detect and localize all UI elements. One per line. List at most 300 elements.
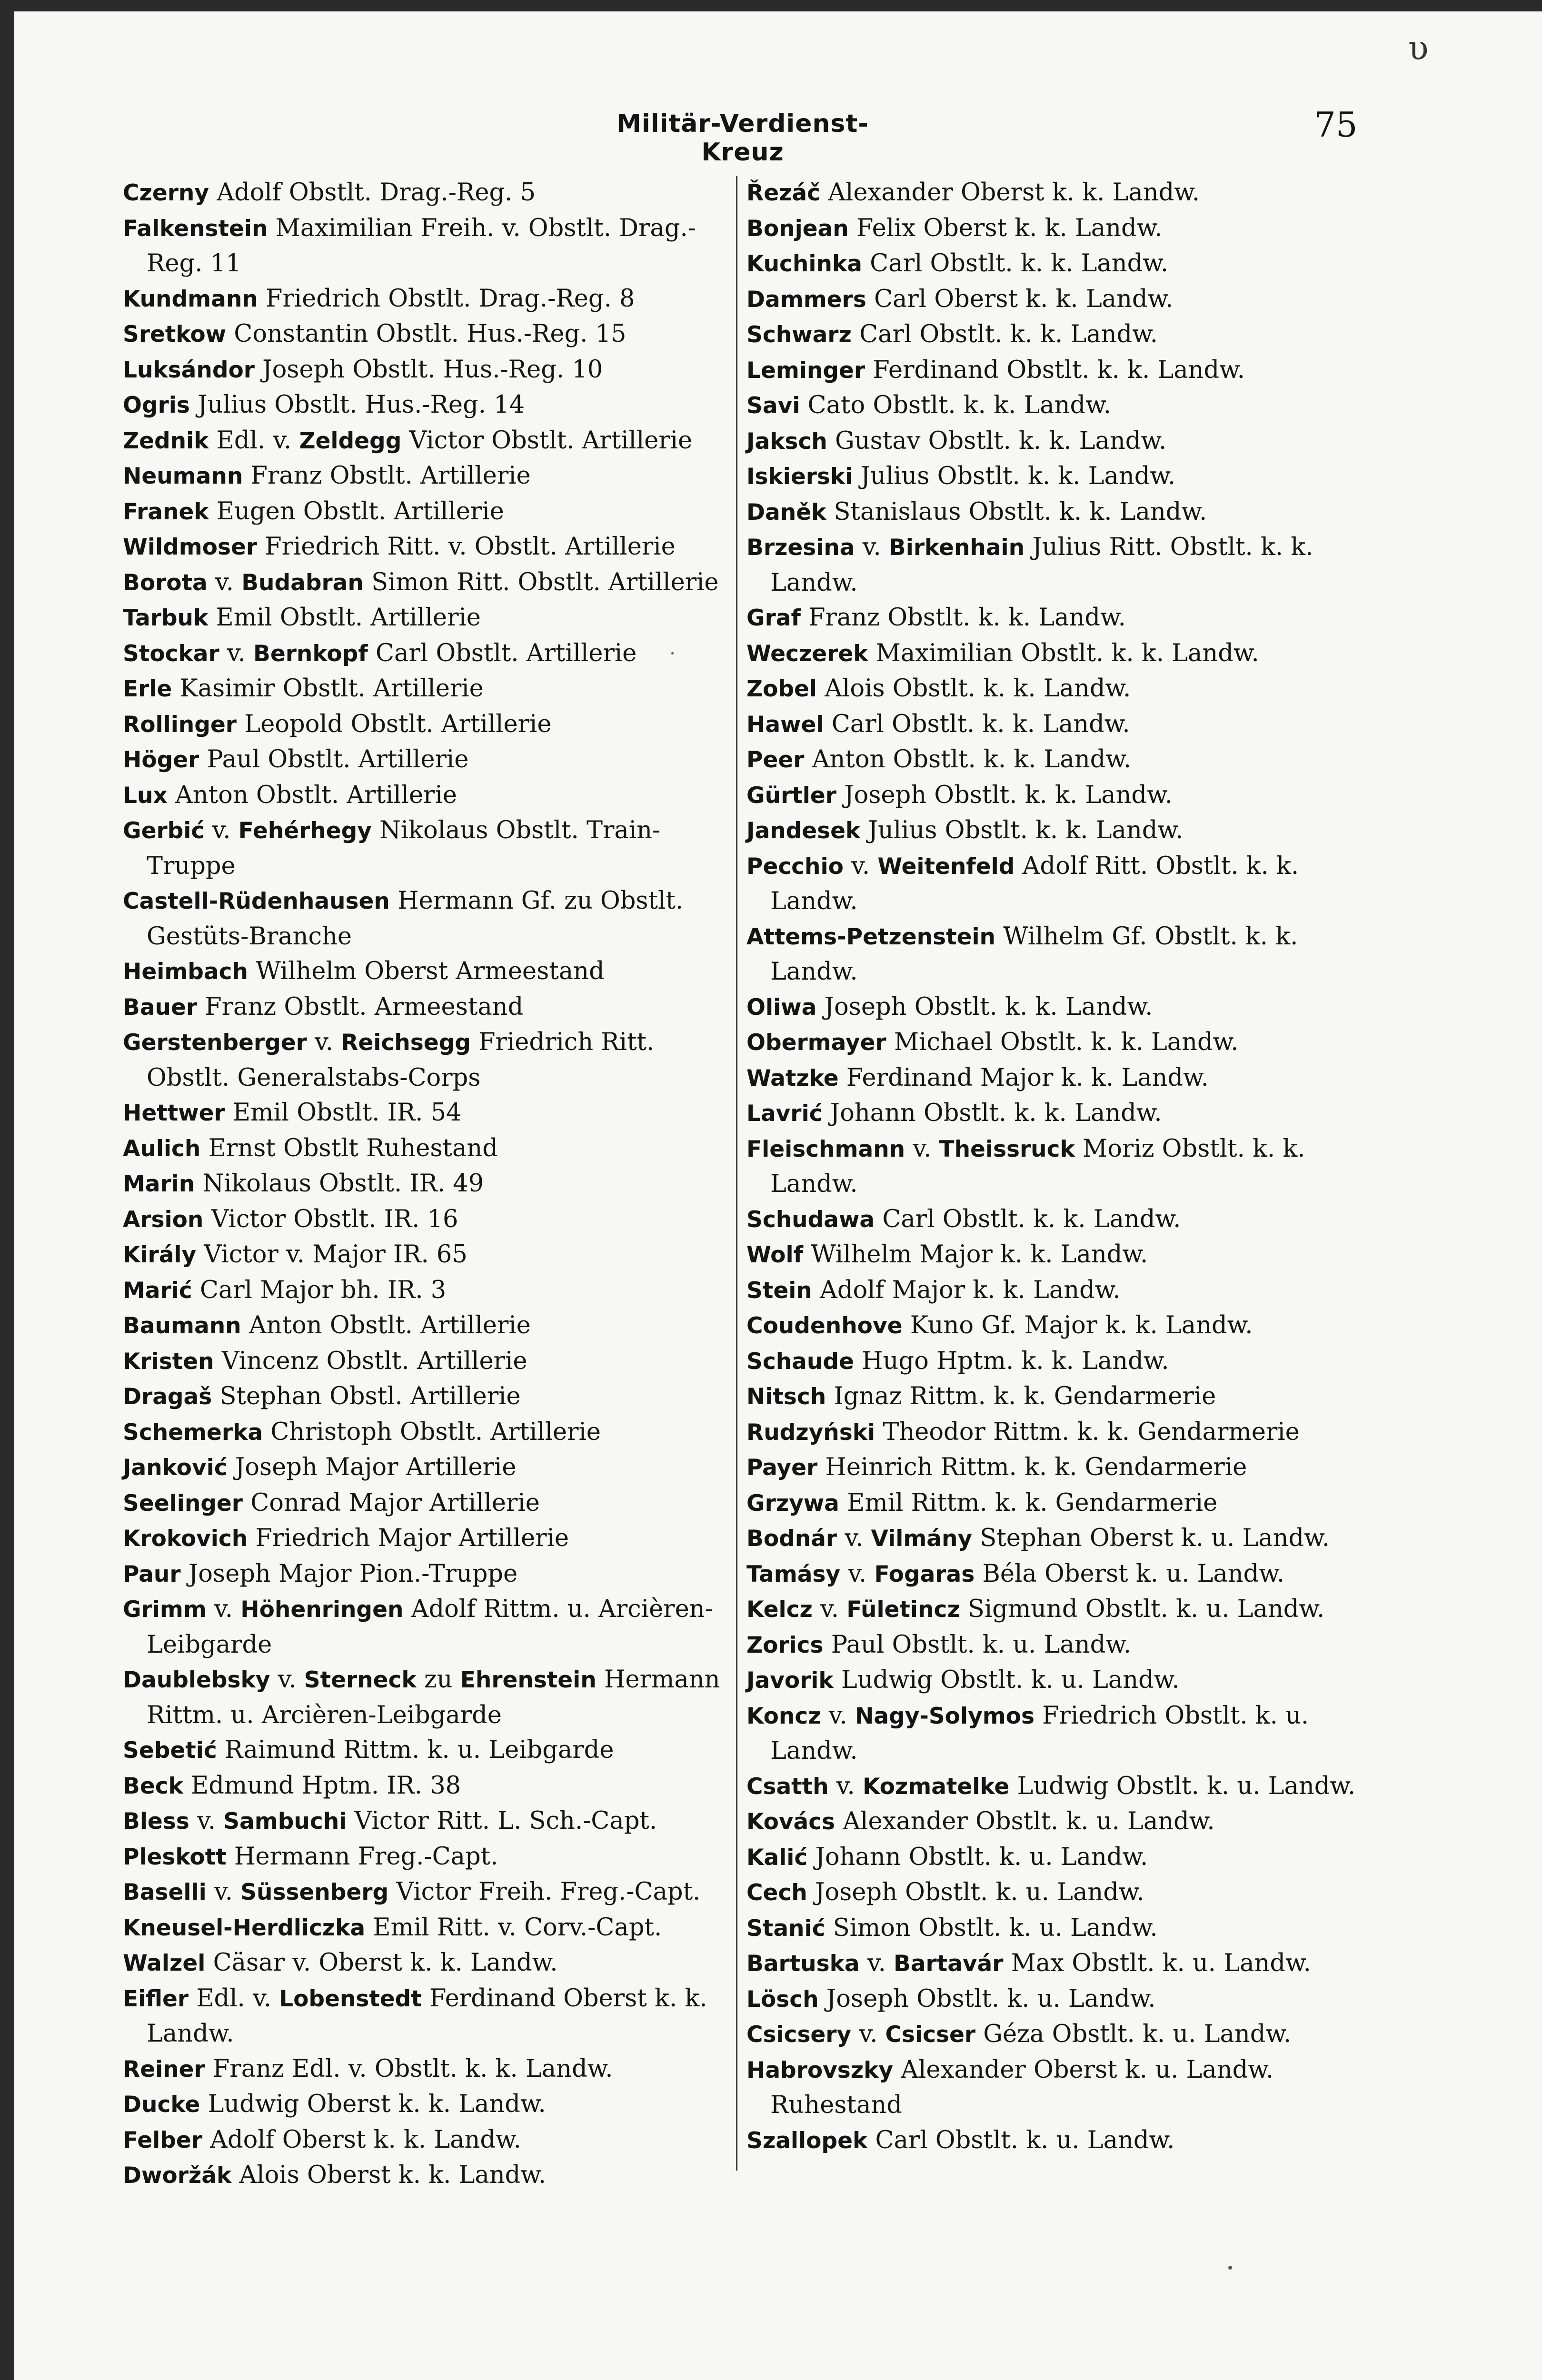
list-item [746, 1450, 1366, 1486]
entry-surname: Vilmány [871, 1526, 973, 1552]
list-item [746, 1804, 1366, 1840]
entry-details: Wilhelm Major k. k. Landw. [811, 1240, 1148, 1269]
list-item [123, 1379, 727, 1415]
list-item [746, 211, 1366, 247]
list-item [123, 1273, 727, 1309]
entry-details: Eugen Obstlt. Artillerie [216, 497, 504, 526]
entry-surname: Pecchio [746, 853, 844, 880]
entry-surname: Borota [123, 569, 208, 596]
entry-surname: Zobel [746, 676, 817, 702]
entry-details: Carl Obstlt. Artillerie [375, 639, 637, 667]
entry-surname: Höhenringen [240, 1597, 404, 1623]
entry-surname: Fehérhegy [238, 818, 372, 844]
entry-details: Emil Obstlt. Artillerie [216, 604, 481, 632]
entry-surname: Marić [123, 1277, 192, 1304]
entry-surname: Brzesina [746, 535, 855, 561]
entry-surname: Beck [123, 1773, 183, 1799]
entry-surname: Ducke [123, 2092, 200, 2118]
list-item [746, 778, 1366, 813]
entry-details: Nikolaus Obstlt. Train-Truppe [147, 816, 661, 880]
list-item [746, 2123, 1366, 2159]
entry-details: Wilhelm Gf. Obstlt. k. k. Landw. [770, 922, 1298, 986]
entry-details: Friedrich Major Artillerie [255, 1524, 569, 1552]
entry-surname: Budabran [241, 569, 364, 596]
list-item [746, 600, 1366, 636]
list-item [123, 352, 727, 388]
entry-surname: Wildmoser [123, 534, 257, 560]
list-item [123, 954, 727, 990]
list-item [746, 1202, 1366, 1238]
entry-surname: Stein [746, 1277, 812, 1304]
list-item [123, 529, 727, 565]
list-item [123, 1662, 727, 1733]
entry-surname: Kalić [746, 1844, 808, 1871]
entry-surname: Marin [123, 1171, 195, 1197]
list-item [746, 1521, 1366, 1557]
entry-surname: Csicser [885, 2022, 975, 2048]
entry-surname: Bartuska [746, 1951, 860, 1977]
list-item [123, 2158, 727, 2193]
entry-details: Joseph Obstlt. k. u. Landw. [815, 1878, 1144, 1906]
entry-details: Carl Major bh. IR. 3 [199, 1276, 447, 1304]
entry-details: Christoph Obstlt. Artillerie [270, 1418, 601, 1446]
entry-surname: Fületincz [846, 1597, 960, 1623]
entry-surname: Neumann [123, 463, 243, 489]
list-item [123, 1733, 727, 1768]
list-item [123, 1945, 727, 1981]
entry-surname: Watzke [746, 1065, 839, 1091]
list-item [123, 2122, 727, 2158]
entry-details: Joseph Obstlt. Hus.-Reg. 10 [262, 355, 603, 384]
list-item [123, 211, 727, 281]
list-item [746, 388, 1366, 424]
entry-surname: Kozmatelke [863, 1773, 1010, 1800]
list-item [746, 282, 1366, 317]
entry-details: Paul Obstlt. Artillerie [207, 745, 469, 774]
list-item [746, 1025, 1366, 1061]
entry-surname: Walzel [123, 1950, 206, 1976]
entry-surname: Javorik [746, 1667, 834, 1694]
entry-surname: Obermayer [746, 1030, 886, 1056]
entry-surname: Graf [746, 605, 801, 631]
paper-speck [671, 652, 674, 654]
entry-surname: Bernkopf [253, 640, 368, 667]
entry-surname: Peer [746, 747, 805, 773]
entry-surname: Csicsery [746, 2022, 852, 2048]
entry-surname: Reichsegg [341, 1030, 471, 1056]
entry-surname: Grzywa [746, 1490, 839, 1517]
entry-details: Géza Obstlt. k. u. Landw. [983, 2020, 1292, 2048]
entry-surname: Habrovszky [746, 2057, 894, 2083]
entry-details: Johann Obstlt. k. u. Landw. [815, 1843, 1148, 1871]
entry-details: Julius Obstlt. Hus.-Reg. 14 [198, 391, 525, 419]
entry-details: Alois Oberst k. k. Landw. [239, 2161, 547, 2189]
list-item [746, 1911, 1366, 1946]
entry-surname: Kristen [123, 1348, 214, 1375]
entry-details: Friedrich Obstlt. Drag.-Reg. 8 [266, 284, 635, 313]
entry-details: Ignaz Rittm. k. k. Gendarmerie [834, 1382, 1216, 1410]
list-item [123, 1768, 727, 1804]
list-item [746, 636, 1366, 672]
entry-surname: Hettwer [123, 1100, 225, 1126]
entry-details: Alexander Oberst k. k. Landw. [828, 178, 1200, 207]
entry-surname: Sterneck [304, 1667, 417, 1693]
entry-surname: Felber [123, 2127, 202, 2153]
list-item [746, 990, 1366, 1025]
list-item [123, 1981, 727, 2052]
entry-details: Carl Obstlt. k. k. Landw. [882, 1205, 1181, 1233]
list-item [123, 1166, 727, 1202]
list-item [123, 636, 727, 672]
entry-details: Vincenz Obstlt. Artillerie [221, 1347, 527, 1375]
entry-details: Hermann Rittm. u. Arcièren-Leibgarde [147, 1666, 720, 1729]
entry-surname: Weczerek [746, 640, 868, 667]
entry-surname: Gerbić [123, 818, 205, 844]
scan-edge-left [0, 0, 14, 2380]
entry-details: Joseph Obstlt. k. k. Landw. [844, 781, 1173, 809]
list-item [123, 1874, 727, 1910]
entry-details: Victor Obstlt. IR. 16 [211, 1205, 458, 1233]
list-item [123, 387, 727, 423]
entry-surname: Sebetić [123, 1737, 217, 1764]
entry-details: Carl Obstlt. k. k. Landw. [831, 710, 1130, 738]
entry-details: Friedrich Obstlt. k. u. Landw. [770, 1701, 1309, 1765]
entry-surname: Cech [746, 1880, 807, 1906]
list-item [123, 1839, 727, 1875]
entry-details: Ludwig Obstlt. k. u. Landw. [841, 1666, 1180, 1694]
entry-particle: v. [227, 639, 246, 667]
list-item [746, 1627, 1366, 1663]
entry-surname: Csatth [746, 1773, 829, 1800]
list-item [123, 671, 727, 707]
entry-surname: Gerstenberger [123, 1030, 307, 1056]
list-item [123, 1486, 727, 1521]
list-item [123, 458, 727, 494]
list-item [123, 1804, 727, 1839]
entry-details: Ferdinand Obstlt. k. k. Landw. [873, 356, 1245, 384]
entry-surname: Wolf [746, 1242, 804, 1268]
entry-details: Felix Oberst k. k. Landw. [856, 214, 1163, 242]
entry-details: Victor Obstlt. Artillerie [409, 426, 693, 455]
list-item [123, 1557, 727, 1592]
list-item [746, 1663, 1366, 1698]
entry-particle: v. [278, 1666, 297, 1694]
entry-particle: v. [859, 2020, 878, 2048]
entry-surname: Király [123, 1242, 197, 1268]
entry-surname: Franek [123, 498, 209, 525]
list-item [123, 2087, 727, 2122]
entry-surname: Ogris [123, 392, 190, 418]
entry-details: Carl Obstlt. k. k. Landw. [859, 320, 1158, 348]
list-item [123, 1025, 727, 1095]
list-item [746, 1698, 1366, 1769]
entry-details: Kasimir Obstlt. Artillerie [179, 674, 484, 703]
entry-surname: Fleischmann [746, 1136, 905, 1162]
entry-surname: Tamásy [746, 1561, 841, 1587]
entry-surname: Baumann [123, 1313, 241, 1339]
entry-surname: Kuchinka [746, 251, 862, 277]
entry-surname: Schaude [746, 1348, 854, 1375]
entry-details: Heinrich Rittm. k. k. Gendarmerie [825, 1453, 1247, 1481]
entry-details: Simon Obstlt. k. u. Landw. [833, 1914, 1158, 1942]
entry-details: Emil Ritt. v. Corv.-Capt. [373, 1913, 662, 1942]
entry-details: Adolf Ritt. Obstlt. k. k. Landw. [770, 852, 1299, 915]
entry-surname: Řezáč [746, 180, 820, 206]
entry-surname: Zorics [746, 1632, 824, 1658]
list-item [123, 1415, 727, 1450]
entry-details: Wilhelm Oberst Armeestand [256, 957, 605, 985]
entry-surname: Erle [123, 676, 172, 702]
list-item [123, 1450, 727, 1486]
entry-particle: v. [212, 816, 231, 844]
page-number: 75 [1314, 105, 1358, 145]
list-item [123, 1592, 727, 1662]
entry-surname: Czerny [123, 180, 209, 206]
entry-details: Maximilian Obstlt. k. k. Landw. [875, 639, 1259, 667]
entry-surname: Lux [123, 782, 168, 809]
entry-surname: Zeldegg [299, 427, 402, 454]
entry-surname: Stockar [123, 640, 219, 667]
entry-details: Johann Obstlt. k. k. Landw. [830, 1099, 1162, 1127]
list-item [123, 1910, 727, 1946]
entry-details: Hermann Freg.-Capt. [234, 1842, 498, 1871]
entry-surname: Sretkow [123, 321, 227, 347]
entry-surname: Sambuchi [223, 1808, 347, 1835]
entry-particle: Edl. v. [196, 1984, 271, 2013]
entry-details: Anton Obstlt. Artillerie [249, 1311, 531, 1339]
list-item [746, 1379, 1366, 1415]
list-item [746, 175, 1366, 211]
paper-speck [1228, 2266, 1232, 2270]
entry-surname: Daublebsky [123, 1667, 270, 1693]
entry-surname: Süssenberg [240, 1879, 389, 1905]
entry-surname: Schwarz [746, 322, 852, 348]
entry-details: Joseph Major Pion.-Truppe [188, 1559, 518, 1588]
entry-surname: Schemerka [123, 1419, 263, 1446]
entry-details: Alois Obstlt. k. k. Landw. [825, 674, 1131, 703]
list-item [123, 1237, 727, 1273]
list-item [746, 1061, 1366, 1096]
entry-surname: Zednik [123, 427, 209, 454]
list-item [746, 813, 1366, 849]
entry-details: Adolf Oberst k. k. Landw. [210, 2125, 521, 2154]
entry-surname: Payer [746, 1455, 818, 1481]
entry-surname: Falkenstein [123, 215, 268, 242]
entry-particle: v. [836, 1772, 855, 1800]
list-item [746, 849, 1366, 919]
entry-particle: v. [851, 852, 870, 880]
list-item [746, 353, 1366, 388]
entry-surname: Hawel [746, 711, 824, 738]
entry-surname: Krokovich [123, 1526, 248, 1552]
entry-surname: Savi [746, 393, 800, 419]
list-item [746, 246, 1366, 282]
entry-details: Leopold Obstlt. Artillerie [244, 710, 552, 738]
list-item [746, 671, 1366, 707]
entry-details: Kuno Gf. Major k. k. Landw. [910, 1311, 1253, 1339]
list-item [746, 1308, 1366, 1344]
list-item [746, 1131, 1366, 1202]
list-item [123, 1095, 727, 1131]
list-item [746, 707, 1366, 743]
entry-surname: Castell-Rüdenhausen [123, 888, 390, 914]
entry-surname: Jandesek [746, 818, 861, 844]
entry-details: Raimund Rittm. k. u. Leibgarde [224, 1736, 614, 1764]
list-item [123, 1308, 727, 1344]
entry-surname: Fogaras [874, 1561, 975, 1587]
entry-surname: Grimm [123, 1597, 207, 1623]
entry-details: Cäsar v. Oberst k. k. Landw. [213, 1949, 558, 1977]
list-item [123, 281, 727, 317]
entry-surname: Kelcz [746, 1597, 813, 1623]
entry-surname: Aulich [123, 1135, 201, 1162]
entry-details: Joseph Obstlt. k. k. Landw. [824, 992, 1153, 1021]
entry-particle: v. [867, 1949, 886, 1977]
entry-surname: Lavrić [746, 1101, 823, 1127]
entry-details: Julius Obstlt. k. k. Landw. [860, 462, 1176, 490]
entry-surname: Theissruck [939, 1136, 1075, 1162]
entry-particle: v. [848, 1559, 867, 1588]
entry-details: Stephan Oberst k. u. Landw. [980, 1524, 1330, 1552]
entry-details: Franz Obstlt. k. k. Landw. [808, 604, 1126, 632]
entry-surname: Stanić [746, 1915, 826, 1942]
entry-surname: Jaksch [746, 428, 827, 455]
entry-details: Ferdinand Oberst k. k. Landw. [147, 1984, 707, 2048]
entry-surname: Luksándor [123, 357, 255, 383]
list-item [746, 1096, 1366, 1131]
list-item [123, 423, 727, 459]
list-item [123, 778, 727, 813]
entry-details: Michael Obstlt. k. k. Landw. [894, 1028, 1239, 1056]
entry-details: Franz Obstlt. Armeestand [205, 992, 524, 1021]
entry-details: Max Obstlt. k. u. Landw. [1011, 1949, 1311, 1977]
entry-details: Béla Oberst k. u. Landw. [982, 1559, 1285, 1588]
entry-details: Friedrich Ritt. Obstlt. Generalstabs-Corps [147, 1028, 655, 1092]
entry-surname: Nitsch [746, 1384, 826, 1410]
list-item [123, 1521, 727, 1557]
entry-surname: Leminger [746, 357, 866, 384]
column-divider [736, 176, 737, 2171]
entry-details: Hugo Hptm. k. k. Landw. [862, 1347, 1169, 1375]
entry-details: Stanislaus Obstlt. k. k. Landw. [834, 497, 1207, 526]
entry-details: Cato Obstlt. k. k. Landw. [807, 391, 1111, 419]
entry-details: Paul Obstlt. k. u. Landw. [831, 1630, 1132, 1659]
entry-surname: Dragaš [123, 1384, 212, 1410]
entry-details: Sigmund Obstlt. k. u. Landw. [967, 1595, 1325, 1623]
list-item [746, 424, 1366, 459]
entry-details: Julius Ritt. Obstlt. k. k. Landw. [770, 533, 1313, 597]
entry-details: Emil Obstlt. IR. 54 [232, 1099, 462, 1127]
entry-surname: Pleskott [123, 1844, 227, 1870]
entry-surname: Ehrenstein [460, 1667, 597, 1693]
entry-details: Edmund Hptm. IR. 38 [191, 1771, 461, 1800]
entry-surname: Dammers [746, 286, 866, 313]
entry-particle: v. [820, 1595, 839, 1623]
scan-edge-top [0, 0, 1542, 11]
entry-details: Simon Ritt. Obstlt. Artillerie [371, 568, 719, 596]
entry-details: Conrad Major Artillerie [250, 1488, 540, 1517]
entry-surname: Janković [123, 1455, 228, 1481]
entry-details: Adolf Rittm. u. Arcièren-Leibgarde [147, 1595, 713, 1659]
list-item [746, 459, 1366, 495]
entry-surname: Attems-Petzenstein [746, 923, 996, 950]
list-item [123, 742, 727, 778]
entry-surname: Höger [123, 747, 199, 773]
entry-details: Carl Obstlt. k. u. Landw. [875, 2126, 1175, 2154]
entry-details: Adolf Major k. k. Landw. [819, 1276, 1121, 1304]
entry-particle: v. [197, 1807, 216, 1835]
entry-details: Gustav Obstlt. k. k. Landw. [835, 426, 1167, 455]
list-item [746, 1946, 1366, 1982]
entry-details: Anton Obstlt. k. k. Landw. [812, 745, 1132, 774]
list-item [123, 494, 727, 530]
entry-surname: Nagy-Solymos [855, 1703, 1035, 1729]
entry-surname: Oliwa [746, 994, 817, 1021]
entry-particle: v. [215, 568, 234, 596]
entry-details: Hermann Gf. zu Obstlt. Gestüts-Branche [147, 887, 684, 951]
entry-details: Ludwig Oberst k. k. Landw. [208, 2090, 546, 2118]
entry-surname: Eifler [123, 1985, 189, 2012]
list-item [746, 1982, 1366, 2017]
list-item [746, 530, 1366, 600]
entry-surname: Koncz [746, 1703, 821, 1729]
entry-particle: v. [214, 1878, 233, 1906]
entry-surname: Coudenhove [746, 1313, 903, 1339]
entry-particle: v. [315, 1028, 334, 1056]
list-item [123, 1344, 727, 1379]
entry-surname: Kovács [746, 1809, 836, 1835]
entry-surname: Szallopek [746, 2127, 868, 2154]
entry-surname: Daněk [746, 499, 826, 526]
list-item [746, 1415, 1366, 1450]
entry-surname: Kundmann [123, 286, 258, 312]
list-item [746, 1344, 1366, 1379]
list-item [746, 1769, 1366, 1805]
list-item [746, 1840, 1366, 1875]
entry-details: Franz Edl. v. Obstlt. k. k. Landw. [212, 2054, 613, 2083]
entry-surname: Bonjean [746, 215, 849, 242]
entry-details: Emil Rittm. k. k. Gendarmerie [847, 1488, 1218, 1517]
entry-details: Theodor Rittm. k. k. Gendarmerie [883, 1418, 1300, 1446]
list-item [123, 883, 727, 954]
list-item [746, 1592, 1366, 1627]
entry-surname: Reiner [123, 2056, 205, 2082]
list-item [746, 1875, 1366, 1911]
list-item [123, 707, 727, 743]
entry-details: Friedrich Ritt. v. Obstlt. Artillerie [265, 533, 676, 561]
list-item [746, 1237, 1366, 1273]
entry-surname: Bauer [123, 994, 198, 1021]
list-item [123, 317, 727, 352]
entry-surname: Paur [123, 1561, 181, 1587]
entry-particle: v. [828, 1701, 847, 1730]
list-item [746, 2053, 1366, 2123]
entry-details: Ernst Obstlt Ruhestand [208, 1134, 498, 1162]
entry-surname: Lobenstedt [279, 1985, 422, 2012]
entry-details: Anton Obstlt. Artillerie [175, 781, 457, 809]
list-item [746, 495, 1366, 530]
entry-details: Ludwig Obstlt. k. u. Landw. [1017, 1772, 1356, 1800]
entry-details: Maximilian Freih. v. Obstlt. Drag.-Reg. 11 [147, 214, 696, 278]
entry-surname: Baselli [123, 1879, 207, 1905]
entry-surname: Gürtler [746, 782, 836, 809]
list-item [746, 2017, 1366, 2053]
list-item [123, 990, 727, 1025]
entry-details: Carl Oberst k. k. Landw. [874, 285, 1174, 313]
entry-details: Stephan Obstl. Artillerie [219, 1382, 521, 1410]
entry-surname: Dworžák [123, 2162, 232, 2189]
entry-surname: Birkenhain [888, 535, 1025, 561]
